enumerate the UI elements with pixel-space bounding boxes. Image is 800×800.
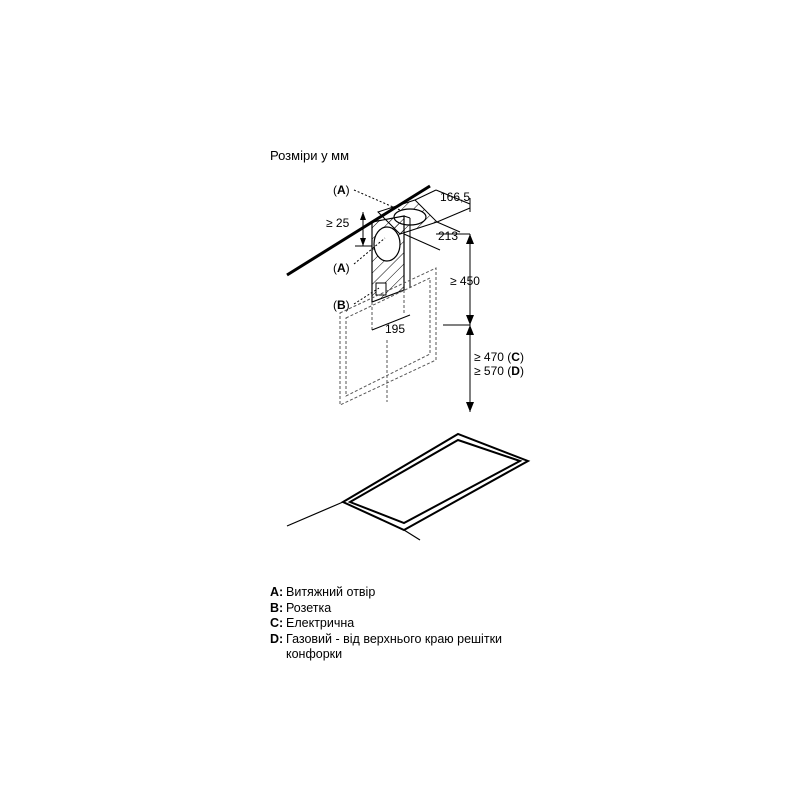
cooktop xyxy=(287,434,528,540)
label-a-mid: (A) xyxy=(333,261,350,275)
dim-470-c: ≥ 470 (C) xyxy=(474,350,524,364)
legend-text: Газовий - від верхнього краю решітки xyxy=(286,631,503,646)
legend-text: Витяжний отвір xyxy=(286,585,376,599)
legend-item-d-continued: конфорки xyxy=(286,647,343,661)
dim-195: 195 xyxy=(385,322,406,336)
label-a-top: (A) xyxy=(333,183,350,197)
legend-item-a xyxy=(270,585,502,601)
dim-450: ≥ 450 xyxy=(450,274,480,288)
diagram-title: Розміри у мм xyxy=(270,148,350,163)
legend-key: A: xyxy=(270,585,284,599)
legend-text: Електрична xyxy=(286,616,355,630)
dim-213: 213 xyxy=(438,229,459,243)
legend-key: D: xyxy=(270,631,284,646)
legend-text: Розетка xyxy=(286,600,332,615)
dim-25: ≥ 25 xyxy=(326,216,350,230)
legend-item-c xyxy=(270,616,502,632)
label-b: (B) xyxy=(333,298,350,312)
legend-key: B: xyxy=(270,600,284,615)
legend-item-b xyxy=(270,601,502,617)
legend xyxy=(270,585,502,663)
legend-item-d xyxy=(270,632,502,648)
dim-166-5: 166,5 xyxy=(440,190,471,204)
legend-key: C: xyxy=(270,616,284,630)
dim-570-d: ≥ 570 (D) xyxy=(474,364,524,378)
socket-box xyxy=(376,283,386,295)
